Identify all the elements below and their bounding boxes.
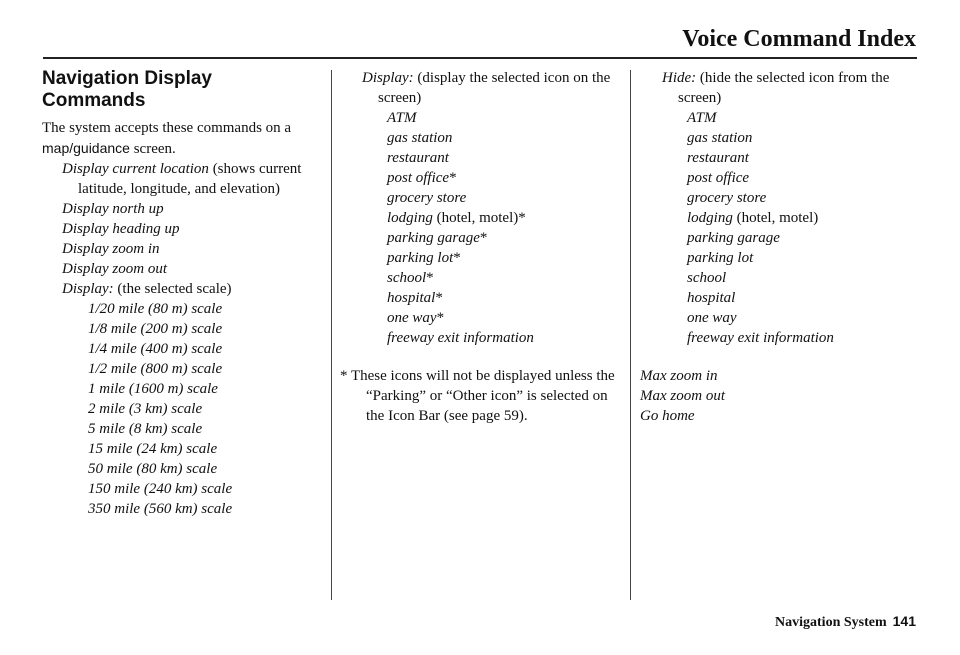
scale-item: 2 mile (3 km) scale (88, 401, 203, 417)
command-list (42, 199, 322, 279)
command-item: Display zoom out (62, 261, 167, 277)
icon-item: school (687, 270, 727, 286)
command-display-icon: Display: (display the selected icon on the screen) (362, 70, 611, 106)
icon-item: school* (387, 270, 434, 286)
scale-item: 1/2 mile (800 m) scale (88, 361, 223, 377)
icon-item: one way (687, 310, 737, 326)
page-title: Voice Command Index (682, 26, 916, 52)
scale-item: 1/8 mile (200 m) scale (88, 321, 223, 337)
title-rule (43, 57, 917, 59)
intro-text: The system accepts these commands on a map/guidance screen. (42, 120, 292, 157)
command-display-current-location: Display current location (shows current latitude, longitude, and elevation) (62, 161, 302, 197)
icon-item: parking lot* (387, 250, 461, 266)
zoom-commands (640, 366, 920, 426)
icon-item: grocery store (687, 190, 767, 206)
column-divider (331, 70, 332, 600)
icon-item: hospital (687, 290, 736, 306)
icon-item: ATM (687, 110, 717, 126)
icon-item: gas station (687, 130, 753, 146)
icon-item: one way* (387, 310, 445, 326)
icon-item: lodging (hotel, motel) (687, 210, 819, 226)
icon-item: post office (687, 170, 750, 186)
icon-item: parking lot (687, 250, 754, 266)
section-heading: Navigation Display Commands (42, 68, 212, 111)
command-item: Display north up (62, 201, 164, 217)
scale-item: 1/4 mile (400 m) scale (88, 341, 223, 357)
footer-section: Navigation System (775, 615, 887, 630)
command-item: Display heading up (62, 221, 180, 237)
icon-list (340, 108, 620, 348)
scale-list (42, 299, 322, 519)
command-item: Max zoom in (640, 368, 718, 384)
scale-item: 350 mile (560 km) scale (88, 501, 233, 517)
command-item: Display zoom in (62, 241, 160, 257)
command-item: Go home (640, 408, 695, 424)
column-divider (630, 70, 631, 600)
icon-item: parking garage* (387, 230, 488, 246)
icon-item: lodging (hotel, motel)* (387, 210, 526, 226)
icon-item: hospital* (387, 290, 443, 306)
scale-item: 1 mile (1600 m) scale (88, 381, 218, 397)
scale-item: 1/20 mile (80 m) scale (88, 301, 223, 317)
command-hide-icon: Hide: (hide the selected icon from the screen) (662, 70, 890, 106)
icon-item: restaurant (687, 150, 749, 166)
command-item: Max zoom out (640, 388, 725, 404)
icon-item: grocery store (387, 190, 467, 206)
icon-item: freeway exit information (387, 330, 534, 346)
column-right (640, 68, 920, 426)
page-footer (775, 613, 916, 631)
page-number: 141 (892, 613, 916, 629)
command-display-scale: Display: (the selected scale) (62, 281, 232, 297)
scale-item: 150 mile (240 km) scale (88, 481, 233, 497)
screen-name: map/guidance (42, 140, 130, 156)
icon-item: gas station (387, 130, 453, 146)
icon-item: parking garage (687, 230, 780, 246)
icon-list (640, 108, 920, 348)
icon-item: freeway exit information (687, 330, 834, 346)
scale-item: 5 mile (8 km) scale (88, 421, 203, 437)
scale-item: 50 mile (80 km) scale (88, 461, 218, 477)
footnote: * These icons will not be displayed unless the “Parking” or “Other icon” is selected on the Icon Bar (see page 59). (340, 368, 615, 424)
column-left (42, 68, 322, 519)
icon-item: ATM (387, 110, 417, 126)
icon-item: post office* (387, 170, 457, 186)
column-middle (340, 68, 620, 426)
icon-item: restaurant (387, 150, 449, 166)
scale-item: 15 mile (24 km) scale (88, 441, 218, 457)
